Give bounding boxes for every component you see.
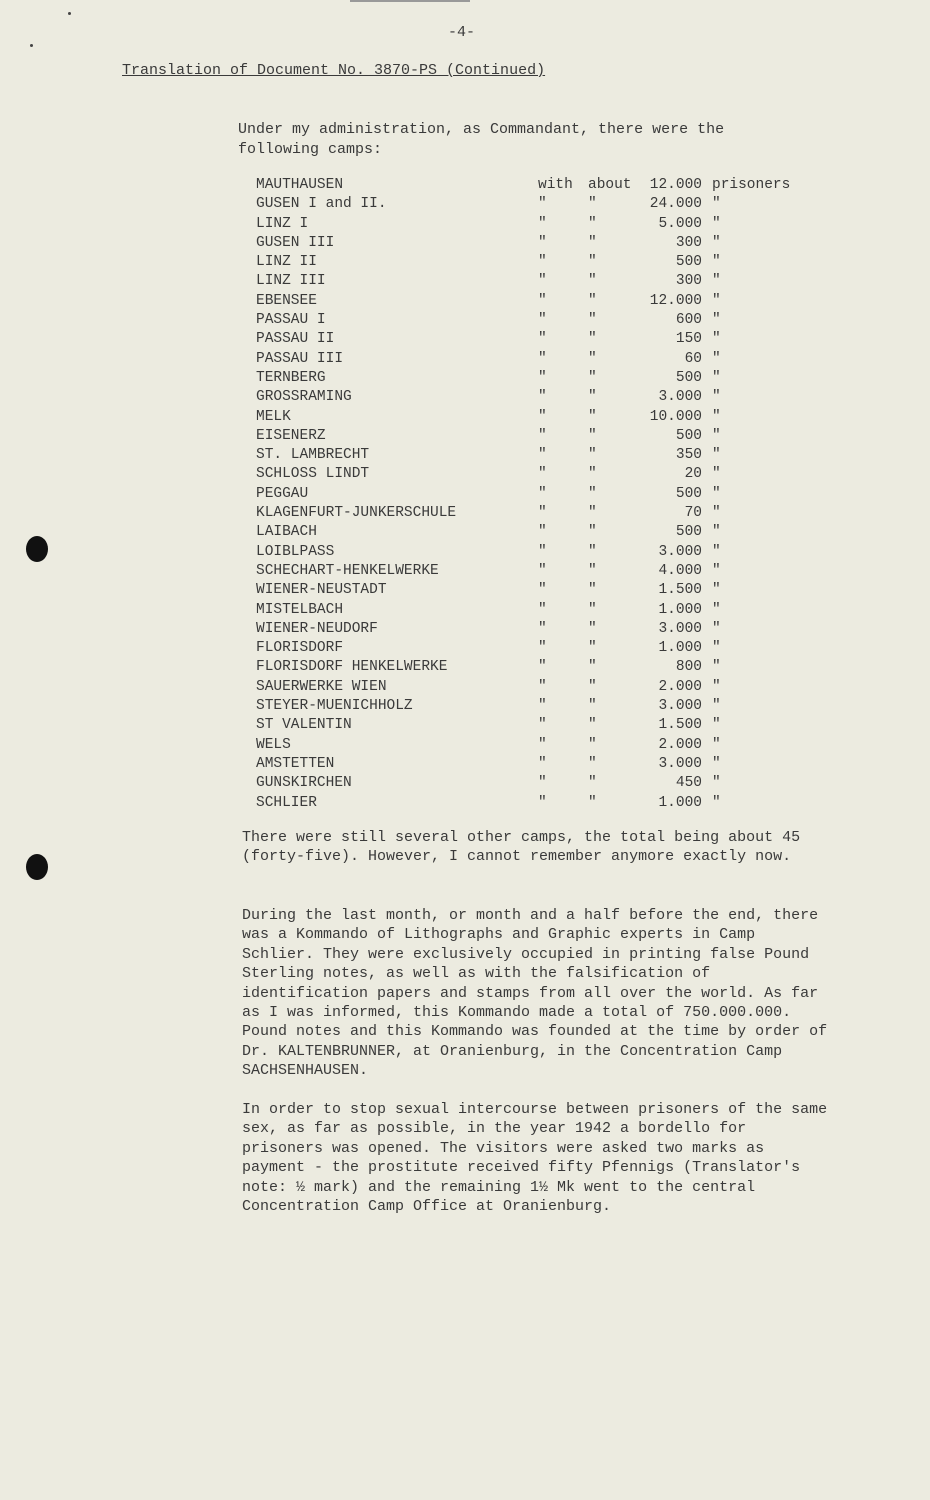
camp-with: "	[538, 505, 547, 522]
top-edge-line	[350, 0, 470, 2]
camp-prisoner-count: 500	[675, 427, 702, 444]
camp-name: WIENER-NEUDORF	[256, 620, 378, 637]
camp-with: with	[538, 177, 573, 193]
camp-name: AMSTETTEN	[256, 755, 335, 772]
camp-row	[256, 679, 816, 698]
camp-name: GROSSRAMING	[256, 389, 352, 406]
camp-unit: "	[712, 408, 721, 425]
camp-with: "	[538, 331, 547, 348]
camp-unit: "	[712, 601, 721, 618]
camp-name: GUNSKIRCHEN	[256, 775, 352, 792]
camp-name: SCHLOSS LINDT	[256, 466, 370, 483]
camp-about: "	[588, 717, 597, 734]
camp-row	[256, 389, 816, 408]
camp-prisoner-count: 5.000	[658, 215, 702, 232]
camp-with: "	[538, 620, 547, 637]
camp-prisoner-count: 300	[675, 234, 702, 251]
camp-unit: "	[712, 659, 721, 676]
camp-row	[256, 698, 816, 717]
camp-about: "	[588, 215, 597, 232]
camp-unit: "	[712, 717, 721, 734]
camp-row	[256, 486, 816, 505]
camp-with: "	[538, 254, 547, 271]
camp-name: MISTELBACH	[256, 601, 344, 618]
camp-name: EBENSEE	[256, 292, 317, 309]
camp-row	[256, 466, 816, 485]
camp-name: SCHECHART-HENKELWERKE	[256, 562, 439, 579]
camp-with: "	[538, 736, 547, 753]
camp-with: "	[538, 775, 547, 792]
camp-name: FLORISDORF	[256, 640, 344, 657]
camp-about: "	[588, 292, 597, 309]
camp-with: "	[538, 196, 547, 213]
camp-row	[256, 659, 816, 678]
camp-unit: "	[712, 698, 721, 715]
camp-with: "	[538, 678, 547, 695]
camp-row	[256, 351, 816, 370]
camp-with: "	[538, 389, 547, 406]
camp-prisoner-count: 300	[675, 273, 702, 290]
camp-row	[256, 293, 816, 312]
camp-with: "	[538, 485, 547, 502]
camp-unit: "	[712, 369, 721, 386]
camp-name: GUSEN III	[256, 234, 335, 251]
camp-unit: "	[712, 427, 721, 444]
camp-row	[256, 331, 816, 350]
camp-about: "	[588, 524, 597, 541]
camp-unit: "	[712, 736, 721, 753]
camp-name: SCHLIER	[256, 794, 317, 811]
camp-about: "	[588, 389, 597, 406]
camp-unit: "	[712, 350, 721, 367]
camp-prisoner-count: 350	[675, 447, 702, 464]
camp-unit: "	[712, 794, 721, 811]
camp-about: "	[588, 331, 597, 348]
camp-prisoner-count: 70	[684, 505, 702, 522]
camp-prisoner-count: 3.000	[658, 389, 702, 406]
punch-hole	[26, 536, 48, 562]
camp-about: "	[588, 254, 597, 271]
camp-about: "	[588, 543, 597, 560]
camp-about: "	[588, 659, 597, 676]
camp-with: "	[538, 427, 547, 444]
camp-about: "	[588, 234, 597, 251]
camp-row	[256, 544, 816, 563]
camp-about: "	[588, 582, 597, 599]
document-heading: Translation of Document No. 3870-PS (Continued)	[122, 62, 546, 79]
camp-row	[256, 273, 816, 292]
camp-prisoner-count: 2.000	[658, 736, 702, 753]
camp-name: ST VALENTIN	[256, 717, 352, 734]
camp-with: "	[538, 447, 547, 464]
camp-with: "	[538, 369, 547, 386]
camp-name: LOIBLPASS	[256, 543, 335, 560]
camp-row	[256, 447, 816, 466]
camp-about: "	[588, 273, 597, 290]
camp-unit: "	[712, 389, 721, 406]
camp-with: "	[538, 640, 547, 657]
camp-unit: "	[712, 234, 721, 251]
camp-about: "	[588, 466, 597, 483]
camp-name: TERNBERG	[256, 369, 326, 386]
camp-prisoner-count: 1.000	[658, 794, 702, 811]
camp-name: LAIBACH	[256, 524, 317, 541]
camp-with: "	[538, 292, 547, 309]
camp-about: "	[588, 698, 597, 715]
camp-unit: "	[712, 254, 721, 271]
camp-prisoner-count: 12.000	[649, 292, 702, 309]
camp-name: LINZ III	[256, 273, 326, 290]
camp-about: "	[588, 794, 597, 811]
camp-unit: "	[712, 447, 721, 464]
camp-about: "	[588, 485, 597, 502]
camp-with: "	[538, 466, 547, 483]
camp-with: "	[538, 408, 547, 425]
camp-name: SAUERWERKE WIEN	[256, 678, 387, 695]
camp-prisoner-count: 500	[675, 485, 702, 502]
camp-with: "	[538, 543, 547, 560]
camp-name: PASSAU II	[256, 331, 335, 348]
camp-name: PASSAU III	[256, 350, 344, 367]
camp-prisoner-count: 1.000	[658, 640, 702, 657]
page-number: -4-	[448, 24, 476, 41]
camp-about: "	[588, 562, 597, 579]
camp-about: "	[588, 447, 597, 464]
camp-with: "	[538, 659, 547, 676]
camp-name: LINZ II	[256, 254, 317, 271]
camp-about: "	[588, 427, 597, 444]
camp-name: KLAGENFURT-JUNKERSCHULE	[256, 505, 457, 522]
camp-with: "	[538, 562, 547, 579]
camp-prisoner-count: 12.000	[649, 177, 702, 193]
camp-unit: "	[712, 485, 721, 502]
camp-with: "	[538, 717, 547, 734]
camp-row	[256, 505, 816, 524]
paragraph-other-camps: There were still several other camps, the total being about 45 (forty-five). However, I cannot remember anymore exactly now.	[242, 829, 801, 866]
camp-with: "	[538, 215, 547, 232]
camp-prisoner-count: 1.500	[658, 582, 702, 599]
camp-unit: "	[712, 505, 721, 522]
camp-about: "	[588, 678, 597, 695]
camp-row	[256, 370, 816, 389]
camp-unit: "	[712, 273, 721, 290]
camp-row	[256, 235, 816, 254]
camp-name: EISENERZ	[256, 427, 326, 444]
camp-row	[256, 640, 816, 659]
camp-prisoner-count: 150	[675, 331, 702, 348]
camp-unit: "	[712, 543, 721, 560]
camp-prisoner-count: 10.000	[649, 408, 702, 425]
camp-name: MELK	[256, 408, 291, 425]
camp-prisoner-count: 500	[675, 369, 702, 386]
camp-name: FLORISDORF HENKELWERKE	[256, 659, 448, 676]
camp-with: "	[538, 312, 547, 329]
camp-unit: "	[712, 755, 721, 772]
camp-prisoner-count: 2.000	[658, 678, 702, 695]
camp-prisoner-count: 20	[684, 466, 702, 483]
camp-with: "	[538, 698, 547, 715]
camp-name: ST. LAMBRECHT	[256, 447, 370, 464]
camp-row	[256, 196, 816, 215]
paper-speck	[30, 44, 33, 47]
camp-about: about	[588, 177, 632, 193]
camps-list	[256, 177, 816, 814]
camp-row	[256, 563, 816, 582]
camp-prisoner-count: 500	[675, 524, 702, 541]
camp-name: WIENER-NEUSTADT	[256, 582, 387, 599]
intro-paragraph: Under my administration, as Commandant, there were the following camps:	[238, 121, 725, 158]
camp-name: WELS	[256, 736, 291, 753]
camp-about: "	[588, 736, 597, 753]
camp-unit: "	[712, 524, 721, 541]
camp-unit: "	[712, 215, 721, 232]
camp-row	[256, 409, 816, 428]
camp-about: "	[588, 408, 597, 425]
camp-unit: "	[712, 466, 721, 483]
camp-with: "	[538, 601, 547, 618]
paper-speck	[68, 12, 71, 15]
camp-unit: prisoners	[712, 177, 791, 193]
camp-unit: "	[712, 640, 721, 657]
camp-prisoner-count: 3.000	[658, 698, 702, 715]
camp-prisoner-count: 4.000	[658, 562, 702, 579]
camp-prisoner-count: 3.000	[658, 755, 702, 772]
camp-prisoner-count: 24.000	[649, 196, 702, 213]
camp-name: GUSEN I and II.	[256, 196, 387, 213]
camp-unit: "	[712, 678, 721, 695]
camp-row	[256, 775, 816, 794]
camp-prisoner-count: 800	[675, 659, 702, 676]
camp-row	[256, 254, 816, 273]
camp-unit: "	[712, 292, 721, 309]
camp-row	[256, 524, 816, 543]
camp-with: "	[538, 794, 547, 811]
camp-unit: "	[712, 312, 721, 329]
camp-about: "	[588, 369, 597, 386]
camp-row	[256, 795, 816, 814]
camp-about: "	[588, 312, 597, 329]
camp-name: STEYER-MUENICHHOLZ	[256, 698, 413, 715]
camp-about: "	[588, 601, 597, 618]
camp-prisoner-count: 500	[675, 254, 702, 271]
camp-about: "	[588, 755, 597, 772]
camp-row	[256, 737, 816, 756]
camp-prisoner-count: 60	[684, 350, 702, 367]
camp-about: "	[588, 505, 597, 522]
camp-row	[256, 602, 816, 621]
camp-with: "	[538, 582, 547, 599]
camp-prisoner-count: 1.000	[658, 601, 702, 618]
paragraph-kommando: During the last month, or month and a half before the end, there was a Kommando of Lithographs and Graphic experts in Camp Schlier. They were exclusively occupied in printing false Pound Sterling notes, as well as with the falsification of identification papers and stamps from all over the world. As far as I was informed, this Kommando made a total of 750.000.000. Pound notes and this Kommando was founded at the time by order of Dr. KALTENBRUNNER, at Oranienburg, in the Concentration Camp SACHSENHAUSEN.	[242, 907, 828, 1080]
camp-row	[256, 216, 816, 235]
camp-name: PASSAU I	[256, 312, 326, 329]
camp-with: "	[538, 273, 547, 290]
camp-unit: "	[712, 582, 721, 599]
camp-prisoner-count: 3.000	[658, 620, 702, 637]
camp-with: "	[538, 755, 547, 772]
camp-with: "	[538, 524, 547, 541]
camp-about: "	[588, 350, 597, 367]
camp-with: "	[538, 234, 547, 251]
camp-with: "	[538, 350, 547, 367]
camp-about: "	[588, 620, 597, 637]
camp-unit: "	[712, 331, 721, 348]
camp-name: MAUTHAUSEN	[256, 177, 344, 193]
paragraph-bordello: In order to stop sexual intercourse between prisoners of the same sex, as far as possible, in the year 1942 a bordello for prisoners was opened. The visitors were asked two marks as payment - the prostitute received fifty Pfennigs (Translator's note: ½ mark) and the remaining 1½ Mk went to the central Concentration Camp Office at Oranienburg.	[242, 1101, 828, 1216]
camp-unit: "	[712, 775, 721, 792]
camp-prisoner-count: 1.500	[658, 717, 702, 734]
camp-about: "	[588, 196, 597, 213]
camp-unit: "	[712, 562, 721, 579]
camp-unit: "	[712, 620, 721, 637]
camp-row	[256, 756, 816, 775]
camp-prisoner-count: 3.000	[658, 543, 702, 560]
camp-row	[256, 621, 816, 640]
camp-row	[256, 177, 816, 196]
camp-name: PEGGAU	[256, 485, 309, 502]
camp-about: "	[588, 775, 597, 792]
camp-unit: "	[712, 196, 721, 213]
camp-prisoner-count: 600	[675, 312, 702, 329]
camp-row	[256, 582, 816, 601]
camp-row	[256, 428, 816, 447]
camp-name: LINZ I	[256, 215, 309, 232]
camp-row	[256, 312, 816, 331]
camp-prisoner-count: 450	[675, 775, 702, 792]
punch-hole	[26, 854, 48, 880]
camp-row	[256, 717, 816, 736]
camp-about: "	[588, 640, 597, 657]
